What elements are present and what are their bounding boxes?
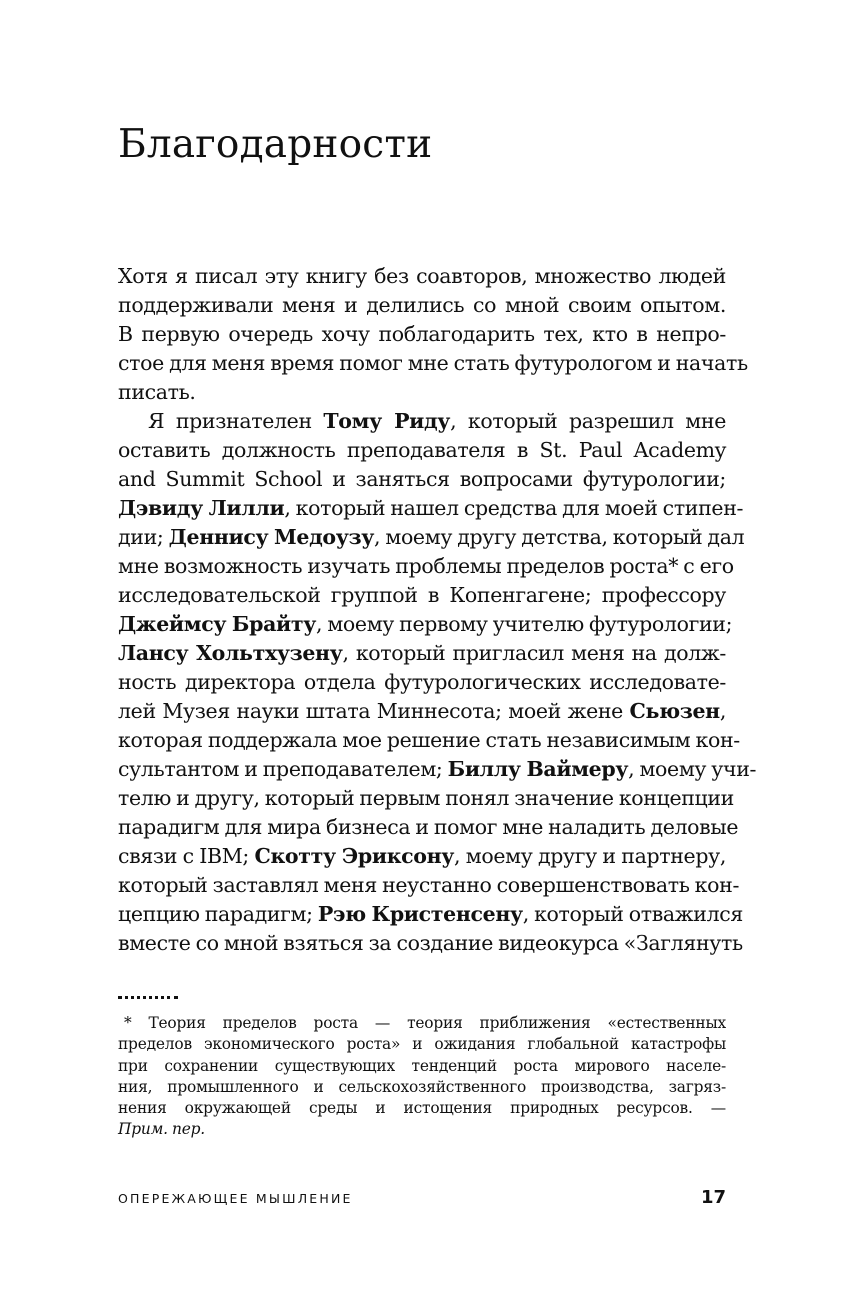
- text-run: мне возможность изучать проблемы пределов роста* с его: [118, 554, 734, 578]
- text-run: связи с IBM;: [118, 844, 255, 868]
- text-run: исследовательской группой в Копенгагене; профессору: [118, 583, 726, 607]
- body-line: [118, 755, 757, 784]
- text-run: В первую очередь хочу поблагодарить тех, кто в непро-: [118, 322, 726, 346]
- footnote: [118, 1013, 726, 1141]
- text-run: который заставлял меня неустанно совершенствовать кон-: [118, 873, 740, 897]
- bold-name: Джеймсу Брайту: [118, 612, 316, 636]
- text-run: and Summit School и заняться вопросами футурологии;: [118, 467, 726, 491]
- body-line: [118, 436, 726, 465]
- body-line: [118, 929, 743, 958]
- running-footer-title: ОПЕРЕЖАЮЩЕЕ МЫШЛЕНИЕ: [118, 1191, 353, 1206]
- footnote-separator: [118, 996, 178, 999]
- body-line: [118, 581, 726, 610]
- text-run: парадигм для мира бизнеса и помог мне наладить деловые: [118, 815, 739, 839]
- body-line: [118, 349, 748, 378]
- text-run: , моему первому учителю футурологии;: [316, 612, 733, 636]
- text-run: поддерживали меня и делились со мной своим опытом.: [118, 293, 726, 317]
- text-run: стое для меня время помог мне стать футурологом и начать: [118, 351, 748, 375]
- body-line: [118, 407, 726, 436]
- footnote-line: при сохранении существующих тенденций роста мирового населе-: [118, 1056, 726, 1075]
- body-line: [118, 320, 726, 349]
- text-run: оставить должность преподавателя в St. Paul Academy: [118, 438, 726, 462]
- text-run: , который разрешил мне: [450, 409, 726, 433]
- text-run: лей Музея науки штата Миннесота; моей жене: [118, 699, 630, 723]
- footnote-line: нения окружающей среды и истощения природных ресурсов. —: [118, 1099, 726, 1118]
- body-line: [118, 813, 739, 842]
- text-run: которая поддержала мое решение стать независимым кон-: [118, 728, 740, 752]
- text-run: вместе со мной взяться за создание видеокурса «Заглянуть: [118, 931, 743, 955]
- body-line: [118, 378, 726, 407]
- body-line: [118, 639, 726, 668]
- text-run: цепцию парадигм;: [118, 902, 318, 926]
- footnote-line: Прим. пер.: [118, 1120, 205, 1139]
- body-line: [118, 668, 726, 697]
- body-line: [118, 610, 733, 639]
- text-run: , моему другу и партнеру,: [454, 844, 726, 868]
- text-run: , который отважился: [522, 902, 744, 926]
- bold-name: Сьюзен: [629, 699, 720, 723]
- text-run: , который пригласил меня на долж-: [342, 641, 726, 665]
- body-line: [118, 291, 726, 320]
- body-line: [118, 697, 726, 726]
- bold-name: Лансу Хольтхузену: [118, 641, 343, 665]
- body-line: [118, 465, 726, 494]
- footnote-line: пределов экономического роста» и ожидания глобальной катастрофы: [118, 1035, 726, 1054]
- text-run: ,: [719, 699, 726, 723]
- text-run: , который нашел средства для моей стипен-: [284, 496, 744, 520]
- footnote-line: * Теория пределов роста — теория приближения «естественных: [124, 1014, 726, 1032]
- text-run: телю и другу, который первым понял значение концепции: [118, 786, 734, 810]
- bold-name: Дэвиду Лилли: [118, 496, 285, 520]
- text-run: Я признателен: [148, 409, 324, 433]
- text-run: , моему учи-: [628, 757, 757, 781]
- body-line: [118, 552, 734, 581]
- footnote-line: ния, промышленного и сельскохозяйственного производства, загряз-: [118, 1077, 726, 1096]
- body-text: [118, 262, 757, 958]
- text-run: , моему другу детства, который дал: [374, 525, 745, 549]
- text-run: ность директора отдела футурологических исследовате-: [118, 670, 726, 694]
- bold-name: Биллу Ваймеру: [447, 757, 629, 781]
- page-number: 17: [700, 1187, 726, 1208]
- body-line: [118, 523, 745, 552]
- text-run: писать.: [118, 380, 196, 404]
- body-line: [118, 784, 734, 813]
- body-line: [118, 842, 726, 871]
- body-line: [118, 871, 740, 900]
- page-title: Благодарности: [118, 122, 433, 167]
- bold-name: Скотту Эриксону: [254, 844, 455, 868]
- text-run: дии;: [118, 525, 169, 549]
- bold-name: Рэю Кристенсену: [317, 902, 523, 926]
- body-line: [118, 262, 726, 291]
- body-line: [118, 494, 744, 523]
- text-run: сультантом и преподавателем;: [118, 757, 448, 781]
- text-run: Хотя я писал эту книгу без соавторов, множество людей: [118, 264, 726, 288]
- body-line: [118, 726, 740, 755]
- bold-name: Деннису Медоузу: [168, 525, 375, 549]
- body-line: [118, 900, 744, 929]
- bold-name: Тому Риду: [323, 409, 451, 433]
